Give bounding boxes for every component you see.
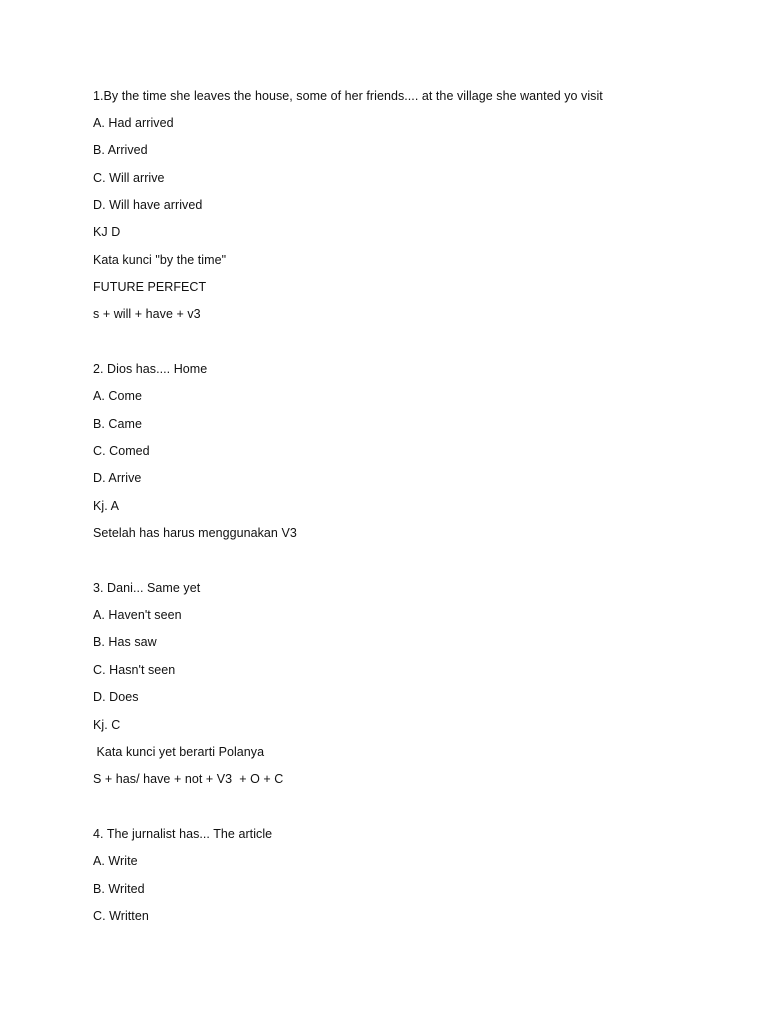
- question-3-option-c: C. Hasn't seen: [93, 663, 176, 677]
- question-2-note-explanation: Setelah has harus menggunakan V3: [93, 526, 297, 540]
- question-2-option-b: B. Came: [93, 417, 142, 431]
- question-3-answer-key: Kj. C: [93, 718, 121, 732]
- question-4-option-a: A. Write: [93, 854, 138, 868]
- question-1-note-formula: s + will + have + v3: [93, 307, 201, 321]
- question-3-text: 3. Dani... Same yet: [93, 581, 201, 595]
- question-2-option-a: A. Come: [93, 389, 142, 403]
- question-4-text: 4. The jurnalist has... The article: [93, 827, 273, 841]
- question-3-note-formula: S + has/ have + not + V3 + O + C: [93, 772, 284, 786]
- question-1-option-d: D. Will have arrived: [93, 198, 203, 212]
- question-1-answer-key: KJ D: [93, 225, 121, 239]
- question-2-option-d: D. Arrive: [93, 471, 142, 485]
- question-1-option-a: A. Had arrived: [93, 116, 174, 130]
- question-3-option-d: D. Does: [93, 690, 139, 704]
- question-3-option-a: A. Haven't seen: [93, 608, 182, 622]
- question-1-option-b: B. Arrived: [93, 143, 148, 157]
- question-3-option-b: B. Has saw: [93, 635, 157, 649]
- question-1-note-keyword: Kata kunci "by the time": [93, 253, 227, 267]
- question-4-option-b: B. Writed: [93, 882, 145, 896]
- question-2-option-c: C. Comed: [93, 444, 150, 458]
- question-3-note-keyword: Kata kunci yet berarti Polanya: [93, 745, 265, 759]
- question-1-note-tense: FUTURE PERFECT: [93, 280, 207, 294]
- question-1-text: 1.By the time she leaves the house, some of her friends.... at the village she wanted yo visit: [93, 89, 603, 103]
- question-1-option-c: C. Will arrive: [93, 171, 165, 185]
- question-4-option-c: C. Written: [93, 909, 149, 923]
- question-2-answer-key: Kj. A: [93, 499, 119, 513]
- question-2-text: 2. Dios has.... Home: [93, 362, 208, 376]
